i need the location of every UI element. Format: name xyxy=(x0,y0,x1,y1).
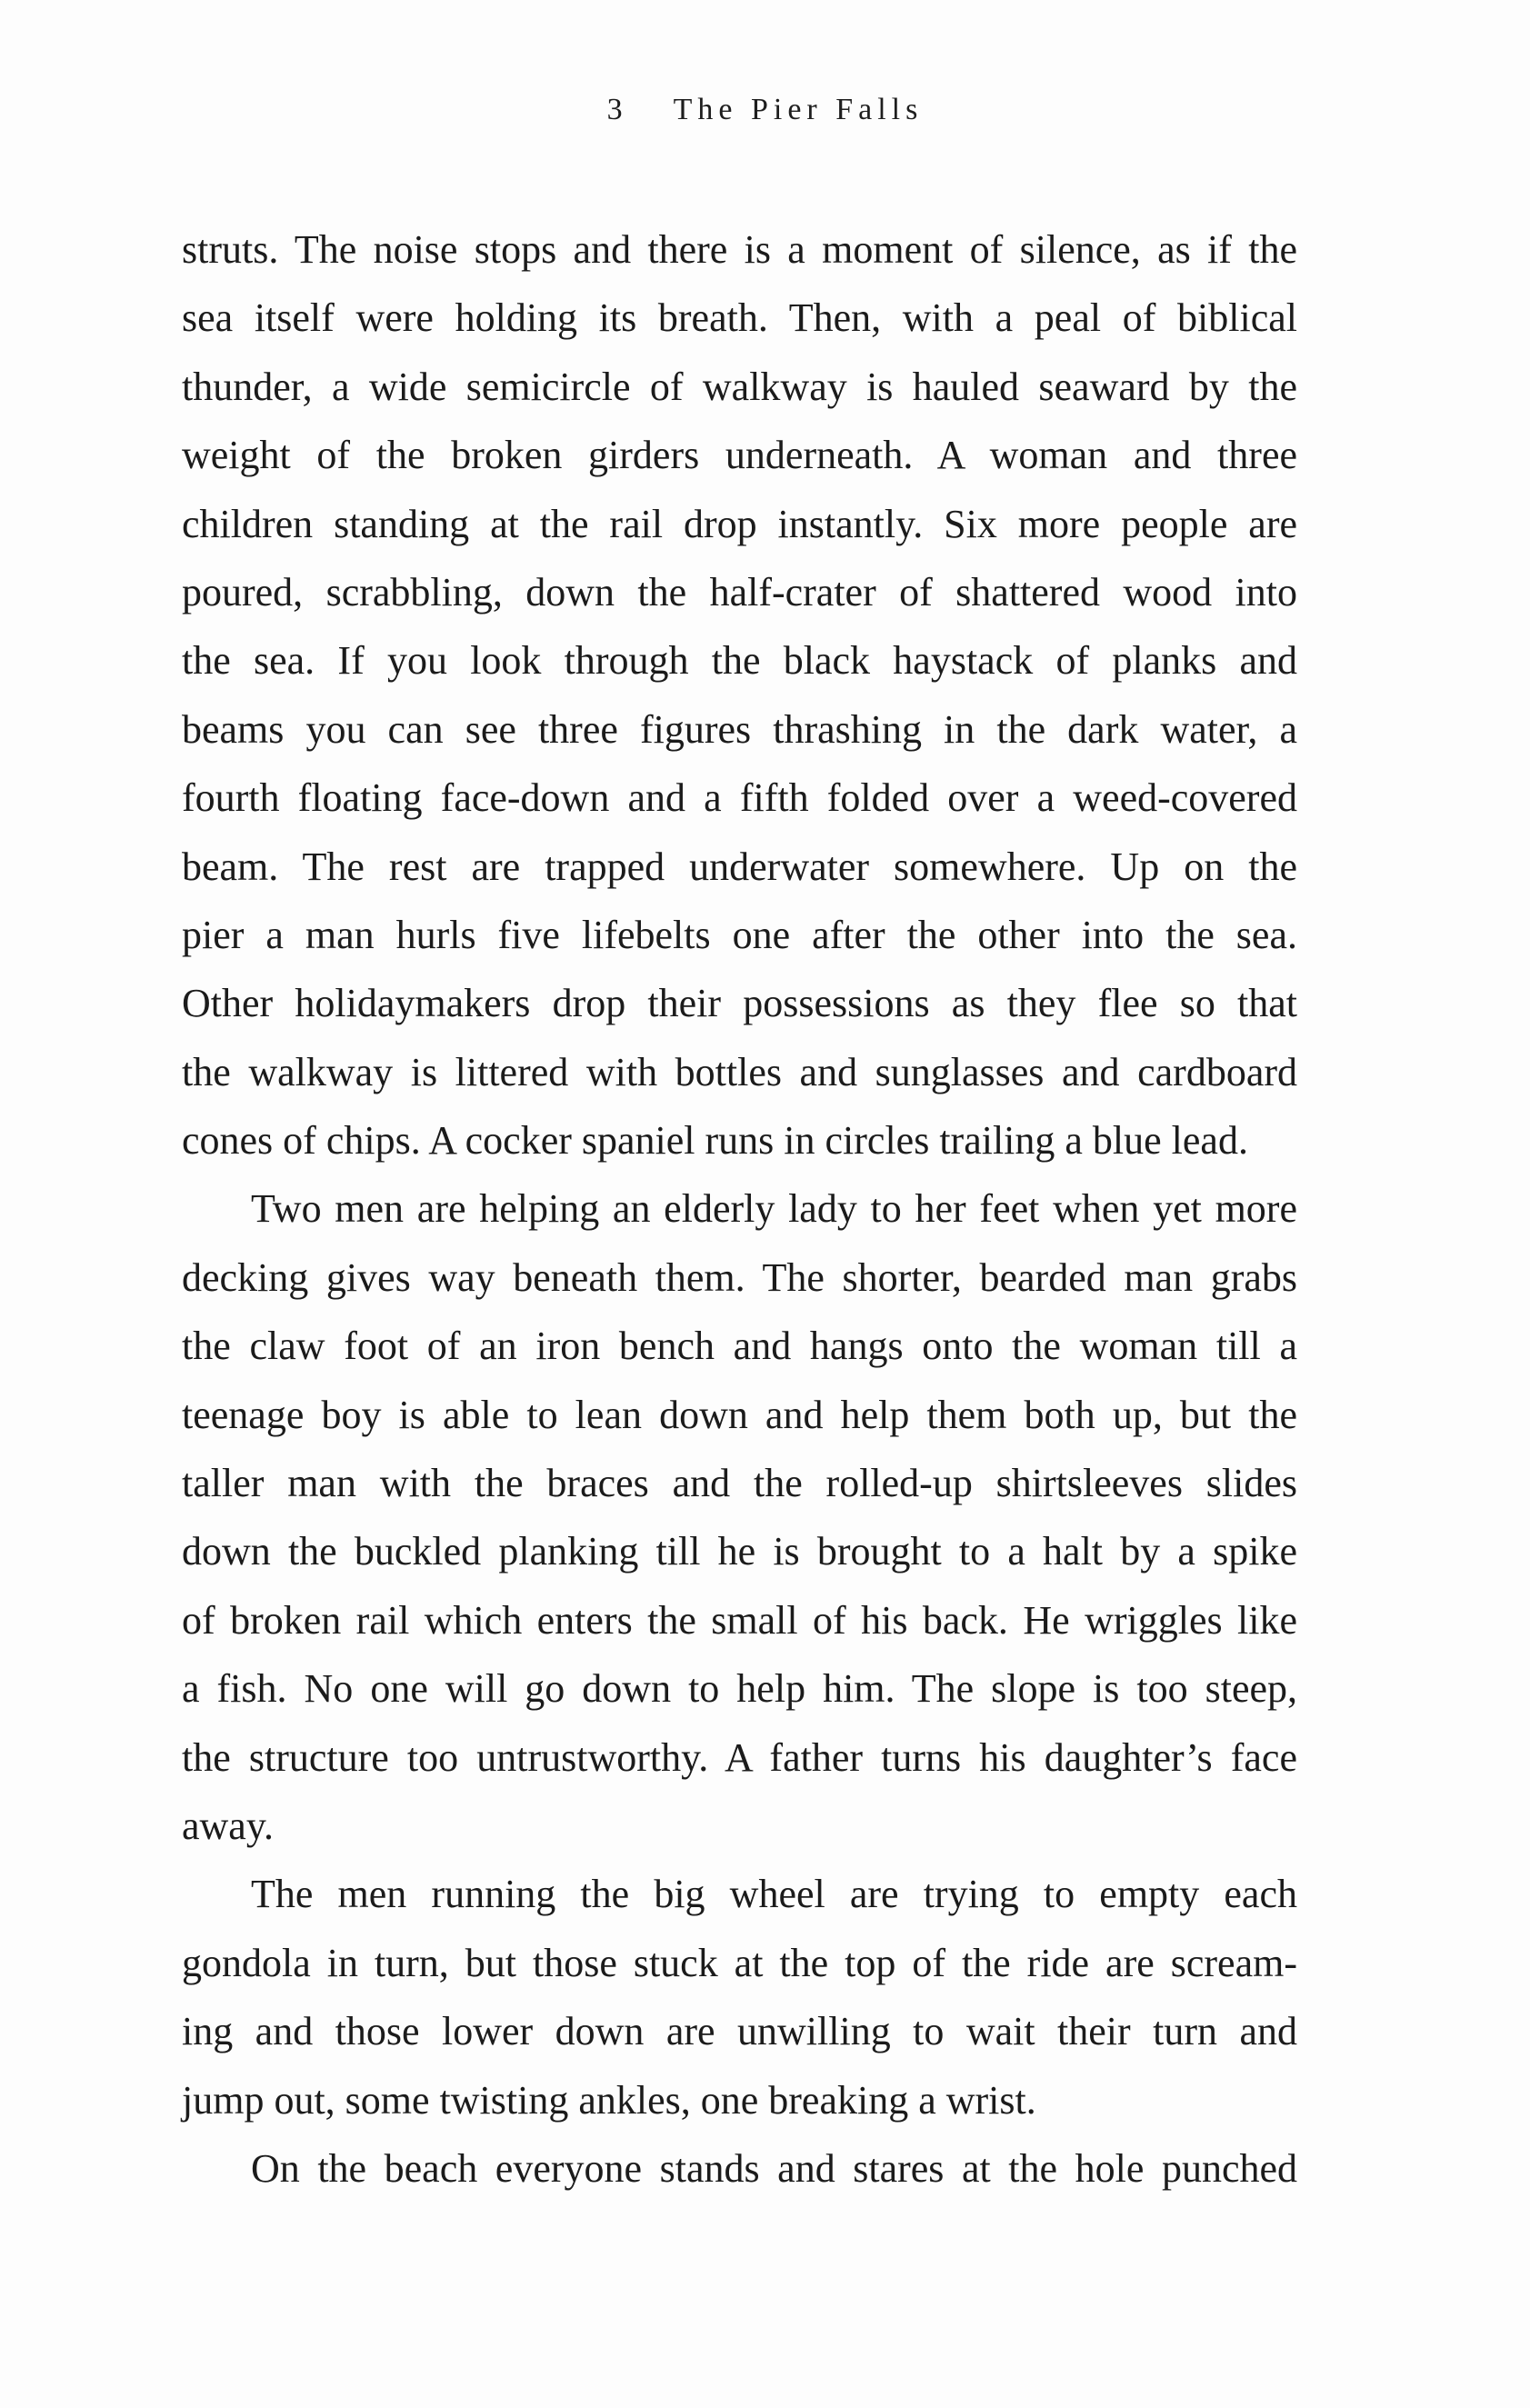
running-head xyxy=(0,93,1530,127)
text-line: the sea. If you look through the black haystack of planks and xyxy=(182,638,1297,684)
paragraph-first-line: On the beach everyone stands and stares at the hole punched xyxy=(251,2145,1297,2191)
page-number: 3 xyxy=(606,93,623,126)
text-line: the structure too untrustworthy. A father turns his daughter’s face xyxy=(182,1734,1297,1780)
text-line: struts. The noise stops and there is a moment of silence, as if the xyxy=(182,227,1297,272)
text-line: taller man with the braces and the rolled-up shirtsleeves slides xyxy=(182,1461,1297,1506)
text-line: cones of chips. A cocker spaniel runs in circles trailing a blue lead. xyxy=(182,1118,1248,1164)
text-line: teenage boy is able to lean down and help them both up, but the xyxy=(182,1392,1297,1437)
text-line: decking gives way beneath them. The shorter, bearded man grabs xyxy=(182,1254,1297,1300)
text-line: beams you can see three figures thrashing in the dark water, a xyxy=(182,706,1297,752)
text-line: poured, scrabbling, down the half-crater of shattered wood into xyxy=(182,569,1297,614)
text-line: beam. The rest are trapped underwater somewhere. Up on the xyxy=(182,844,1297,889)
text-line: ing and those lower down are unwilling to wait their turn and xyxy=(182,2009,1297,2054)
text-line: sea itself were holding its breath. Then, with a peal of biblical xyxy=(182,295,1297,341)
book-title: The Pier Falls xyxy=(673,93,924,126)
text-line: children standing at the rail drop instantly. Six more people are xyxy=(182,501,1297,546)
text-line: the claw foot of an iron bench and hangs onto the woman till a xyxy=(182,1324,1297,1369)
text-line: Other holidaymakers drop their possessions as they flee so that xyxy=(182,981,1297,1026)
paragraph-first-line: The men running the big wheel are trying to empty each xyxy=(251,1872,1297,1917)
text-line: the walkway is littered with bottles and sunglasses and cardboard xyxy=(182,1049,1297,1094)
text-line: thunder, a wide semicircle of walkway is hauled seaward by the xyxy=(182,364,1297,409)
text-line: a fish. No one will go down to help him. The slope is too steep, xyxy=(182,1666,1297,1712)
text-line: away. xyxy=(182,1803,274,1848)
body-text xyxy=(182,215,1297,2203)
text-line: weight of the broken girders underneath. A woman and three xyxy=(182,433,1297,478)
text-line: fourth floating face-down and a fifth folded over a weed-covered xyxy=(182,775,1297,821)
text-line: of broken rail which enters the small of his back. He wriggles like xyxy=(182,1597,1297,1643)
paragraph-first-line: Two men are helping an elderly lady to her feet when yet more xyxy=(251,1186,1297,1232)
text-line: pier a man hurls five lifebelts one after the other into the sea. xyxy=(182,912,1297,957)
text-line: down the buckled planking till he is brought to a halt by a spike xyxy=(182,1529,1297,1574)
text-line: gondola in turn, but those stuck at the top of the ride are scream- xyxy=(182,1940,1297,1985)
text-line: jump out, some twisting ankles, one breaking a wrist. xyxy=(182,2077,1036,2123)
